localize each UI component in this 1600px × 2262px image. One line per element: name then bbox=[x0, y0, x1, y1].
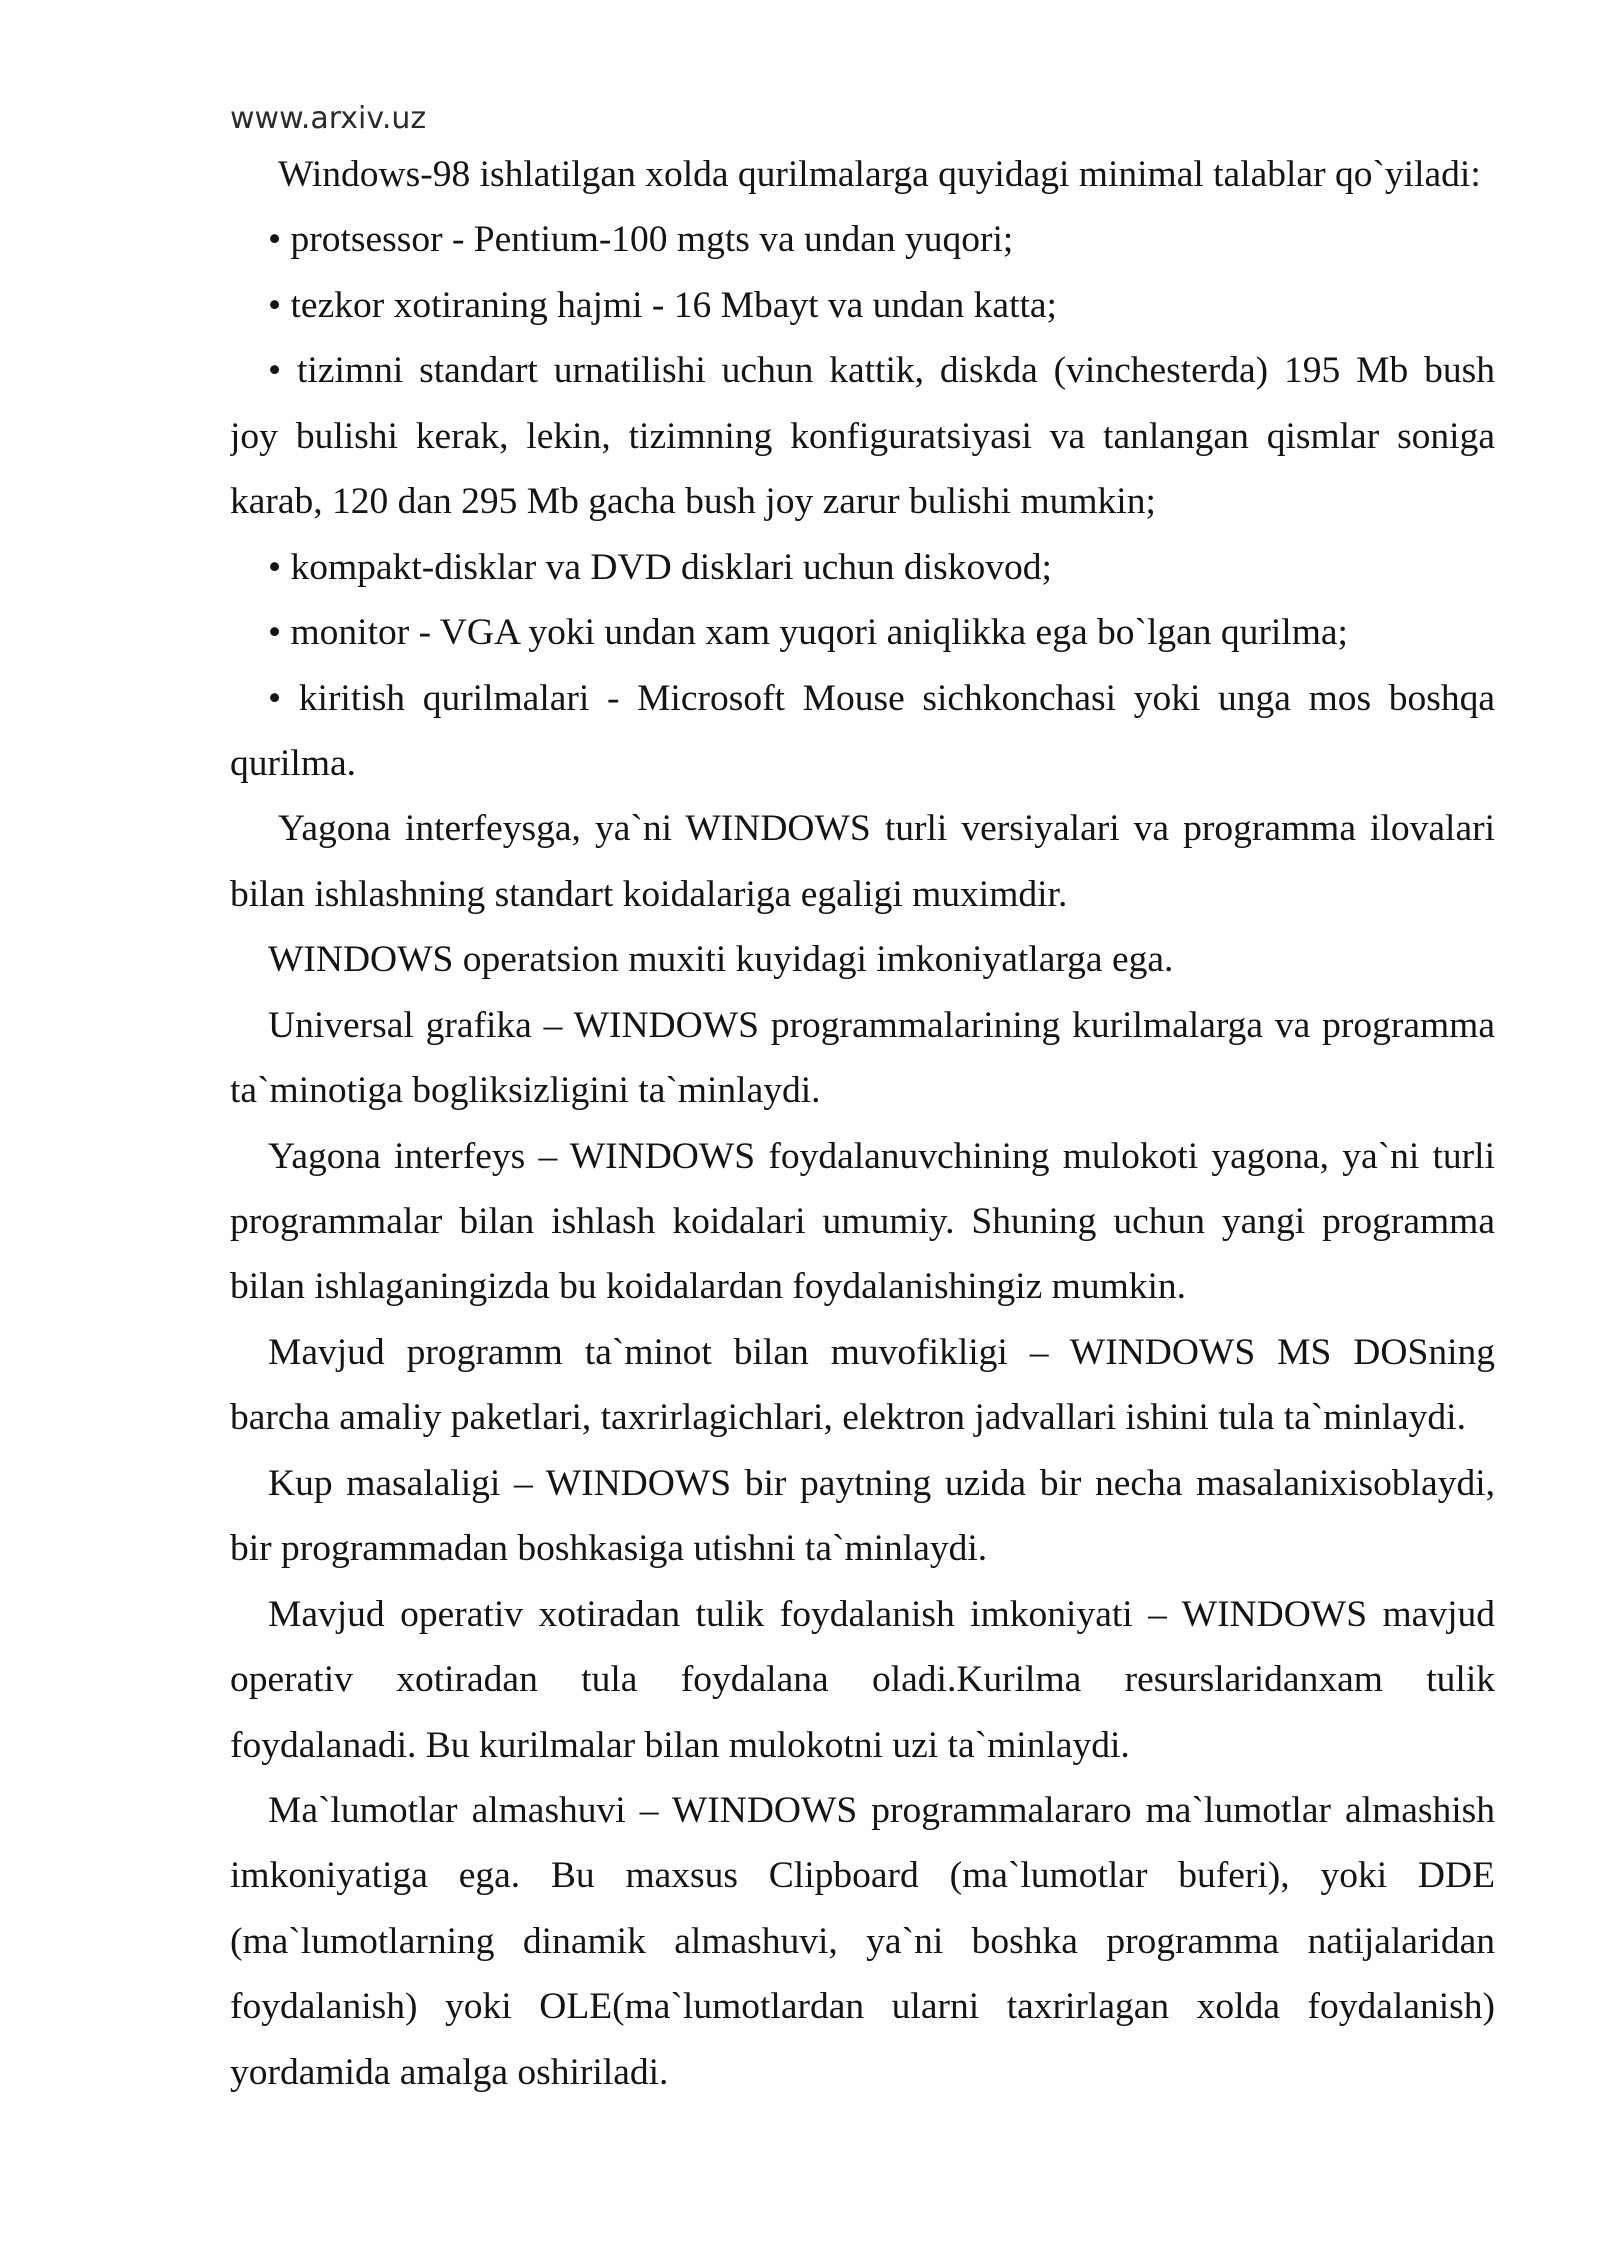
paragraph-line: karab, 120 dan 295 Mb gacha bush joy zarur bulishi mumkin; bbox=[230, 481, 1156, 523]
paragraph-line: bilan ishlashning standart koidalariga egaligi muximdir. bbox=[230, 873, 1068, 915]
paragraph bbox=[230, 993, 1495, 1124]
paragraph-line: • tezkor xotiraning hajmi - 16 Mbayt va undan katta; bbox=[268, 284, 1057, 326]
paragraph-line: WINDOWS operatsion muxiti kuyidagi imkoniyatlarga ega. bbox=[268, 939, 1174, 981]
paragraph-line: Windows-98 ishlatilgan xolda qurilmalarga quyidagi minimal talablar qo`yiladi: bbox=[278, 154, 1481, 195]
paragraph bbox=[230, 796, 1495, 927]
bullet-list-item bbox=[230, 207, 1495, 272]
paragraph-line: barcha amaliy paketlari, taxrirlagichlari, elektron jadvallari ishini tula ta`minlaydi. bbox=[230, 1397, 1466, 1439]
paragraph-line: Yagona interfeys – WINDOWS foydalanuvchining mulokoti yagona, ya`ni turli bbox=[268, 1135, 1495, 1177]
paragraph bbox=[230, 927, 1495, 992]
paragraph bbox=[230, 1320, 1495, 1451]
paragraph-line: imkoniyatiga ega. Bu maxsus Clipboard (ma`lumotlar buferi), yoki DDE bbox=[230, 1855, 1495, 1897]
paragraph-line: • tizimni standart urnatilishi uchun kattik, diskda (vinchesterda) 195 Mb bush bbox=[268, 350, 1495, 392]
bullet-list-item bbox=[230, 600, 1495, 665]
bullet-list-item bbox=[230, 338, 1495, 534]
paragraph-line: • kiritish qurilmalari - Microsoft Mouse sichkonchasi yoki unga mos boshqa bbox=[268, 677, 1495, 719]
paragraph-line: • protsessor - Pentium-100 mgts va undan yuqori; bbox=[268, 219, 1014, 261]
paragraph-line: Yagona interfeysga, ya`ni WINDOWS turli versiyalari va programma ilovalari bbox=[278, 808, 1495, 850]
paragraph-line: Kup masalaligi – WINDOWS bir paytning uzida bir necha masalanixisoblaydi, bbox=[268, 1462, 1495, 1504]
paragraph-line: • monitor - VGA yoki undan xam yuqori aniqlikka ega bo`lgan qurilma; bbox=[268, 612, 1348, 654]
paragraph-line: yordamida amalga oshiriladi. bbox=[230, 2051, 669, 2093]
paragraph-line: foydalanadi. Bu kurilmalar bilan mulokotni uzi ta`minlaydi. bbox=[230, 1724, 1130, 1766]
document-body bbox=[230, 142, 1495, 2105]
paragraph-line: foydalanish) yoki OLE(ma`lumotlardan ularni taxrirlagan xolda foydalanish) bbox=[230, 1986, 1495, 2028]
bullet-list-item bbox=[230, 666, 1495, 797]
paragraph-line: operativ xotiradan tula foydalana oladi.Kurilma resurslaridanxam tulik bbox=[230, 1659, 1495, 1701]
bullet-list-item bbox=[230, 273, 1495, 338]
paragraph-line: qurilma. bbox=[230, 742, 357, 784]
paragraph bbox=[230, 1778, 1495, 2105]
paragraph bbox=[230, 1124, 1495, 1320]
paragraph-line: joy bulishi kerak, lekin, tizimning konfiguratsiyasi va tanlangan qismlar soniga bbox=[230, 415, 1495, 457]
paragraph-line: (ma`lumotlarning dinamik almashuvi, ya`ni boshka programma natijalaridan bbox=[230, 1920, 1495, 1962]
paragraph-line: programmalar bilan ishlash koidalari umumiy. Shuning uchun yangi programma bbox=[230, 1201, 1495, 1242]
paragraph-line: • kompakt-disklar va DVD disklari uchun diskovod; bbox=[268, 546, 1052, 588]
paragraph-line: ta`minotiga bogliksizligini ta`minlaydi. bbox=[230, 1070, 821, 1112]
bullet-list-item bbox=[230, 535, 1495, 600]
paragraph-line: Ma`lumotlar almashuvi – WINDOWS programmalararo ma`lumotlar almashish bbox=[268, 1789, 1495, 1831]
paragraph bbox=[230, 1451, 1495, 1582]
paragraph-line: bilan ishlaganingizda bu koidalardan foydalanishingiz mumkin. bbox=[230, 1266, 1187, 1308]
paragraph-line: bir programmadan boshkasiga utishni ta`minlaydi. bbox=[230, 1528, 988, 1570]
paragraph bbox=[230, 142, 1495, 207]
paragraph-line: Universal grafika – WINDOWS programmalarining kurilmalarga va programma bbox=[268, 1004, 1495, 1046]
paragraph-line: Mavjud programm ta`minot bilan muvofikligi – WINDOWS MS DOSning bbox=[268, 1331, 1495, 1373]
paragraph-line: Mavjud operativ xotiradan tulik foydalanish imkoniyati – WINDOWS mavjud bbox=[268, 1593, 1495, 1635]
paragraph bbox=[230, 1582, 1495, 1778]
site-url-header: www.arxiv.uz bbox=[230, 101, 427, 136]
